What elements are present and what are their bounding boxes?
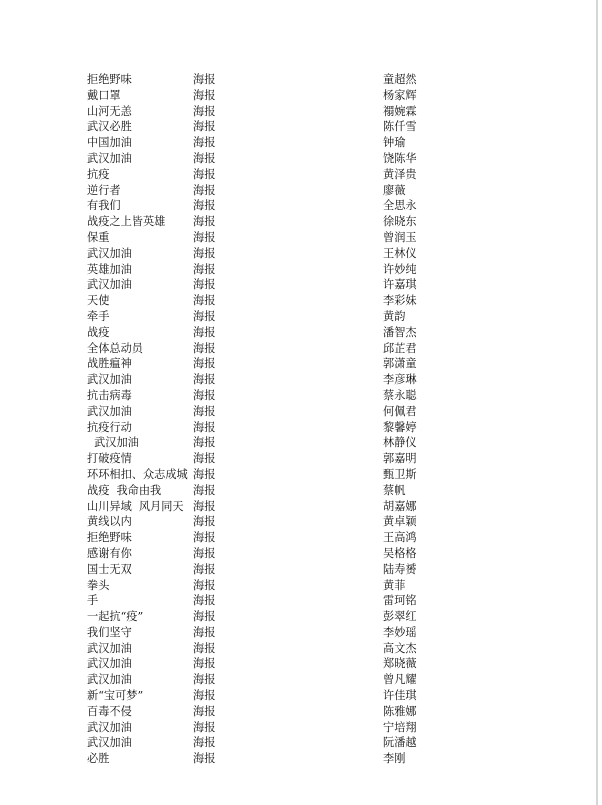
list-item bbox=[87, 530, 427, 546]
entry-type: 海报 bbox=[193, 373, 216, 387]
list-item bbox=[87, 499, 427, 515]
entry-title: 新“宝可梦” bbox=[87, 689, 144, 703]
entry-title: 战疫之上皆英雄 bbox=[87, 215, 166, 229]
entry-title: 一起抗“疫” bbox=[87, 610, 144, 624]
entry-title: 武汉加油 bbox=[87, 673, 132, 687]
entry-type: 海报 bbox=[193, 246, 216, 260]
entry-author: 潘智杰 bbox=[383, 325, 417, 339]
entry-title: 牵手 bbox=[87, 309, 110, 323]
entry-author: 黎馨婷 bbox=[383, 420, 417, 434]
list-item bbox=[87, 325, 427, 341]
entry-title: 保重 bbox=[87, 230, 110, 244]
entry-author: 黄卓颖 bbox=[383, 515, 417, 529]
list-item bbox=[87, 230, 427, 246]
entry-type: 海报 bbox=[193, 625, 216, 639]
list-item bbox=[87, 562, 427, 578]
entry-author: 曾凡耀 bbox=[383, 673, 417, 687]
entry-author: 曾润玉 bbox=[383, 230, 417, 244]
list-item bbox=[87, 420, 427, 436]
entry-title: 有我们 bbox=[87, 199, 121, 213]
entry-title: 武汉加油 bbox=[87, 436, 139, 450]
entry-type: 海报 bbox=[193, 657, 216, 671]
entry-title: 抗击病毒 bbox=[87, 388, 132, 402]
entry-type: 海报 bbox=[193, 230, 216, 244]
entry-type: 海报 bbox=[193, 452, 216, 466]
list-item bbox=[87, 262, 427, 278]
entry-author: 甄卫斯 bbox=[383, 467, 417, 481]
list-item bbox=[87, 688, 427, 704]
list-item bbox=[87, 641, 427, 657]
entry-type: 海报 bbox=[193, 610, 216, 624]
entry-author: 杨家辉 bbox=[383, 88, 417, 102]
entry-type: 海报 bbox=[193, 136, 216, 150]
entry-author: 黄韵 bbox=[383, 309, 406, 323]
page-edge-divider bbox=[596, 0, 598, 805]
entry-author: 黄泽贵 bbox=[383, 167, 417, 181]
list-item bbox=[87, 183, 427, 199]
list-item bbox=[87, 72, 427, 88]
list-item bbox=[87, 277, 427, 293]
list-item bbox=[87, 198, 427, 214]
entry-type: 海报 bbox=[193, 499, 216, 513]
entry-title: 逆行者 bbox=[87, 183, 121, 197]
entry-type: 海报 bbox=[193, 294, 216, 308]
entry-title: 武汉加油 bbox=[87, 278, 132, 292]
entry-type: 海报 bbox=[193, 167, 216, 181]
entry-author: 王高鸿 bbox=[383, 531, 417, 545]
entry-author: 王林仪 bbox=[383, 246, 417, 260]
entry-type: 海报 bbox=[193, 483, 216, 497]
entry-title: 必胜 bbox=[87, 752, 110, 766]
entry-author: 全思永 bbox=[383, 199, 417, 213]
list-item bbox=[87, 483, 427, 499]
list-item bbox=[87, 372, 427, 388]
entry-type: 海报 bbox=[193, 262, 216, 276]
entry-author: 郭潇童 bbox=[383, 357, 417, 371]
entry-type: 海报 bbox=[193, 467, 216, 481]
entry-title: 抗疫 bbox=[87, 167, 110, 181]
entry-list bbox=[87, 72, 427, 767]
entry-title: 英雄加油 bbox=[87, 262, 132, 276]
entry-title: 全体总动员 bbox=[87, 341, 143, 355]
entry-type: 海报 bbox=[193, 562, 216, 576]
entry-author: 禤婉霖 bbox=[383, 104, 417, 118]
list-item bbox=[87, 246, 427, 262]
entry-type: 海报 bbox=[193, 689, 216, 703]
entry-title: 武汉加油 bbox=[87, 720, 132, 734]
entry-type: 海报 bbox=[193, 215, 216, 229]
entry-title: 拳头 bbox=[87, 578, 110, 592]
list-item bbox=[87, 735, 427, 751]
list-item bbox=[87, 720, 427, 736]
entry-author: 陈仟雪 bbox=[383, 120, 417, 134]
entry-author: 蔡永聪 bbox=[383, 388, 417, 402]
entry-type: 海报 bbox=[193, 720, 216, 734]
entry-title: 山河无恙 bbox=[87, 104, 132, 118]
entry-type: 海报 bbox=[193, 578, 216, 592]
entry-title: 武汉加油 bbox=[87, 404, 132, 418]
entry-title: 手 bbox=[87, 594, 99, 608]
entry-author: 何佩君 bbox=[383, 404, 417, 418]
entry-author: 饶陈华 bbox=[383, 151, 417, 165]
entry-title: 抗疫行动 bbox=[87, 420, 132, 434]
entry-type: 海报 bbox=[193, 736, 216, 750]
entry-author: 阮潘越 bbox=[383, 736, 417, 750]
list-item bbox=[87, 135, 427, 151]
entry-title: 武汉加油 bbox=[87, 736, 132, 750]
entry-type: 海报 bbox=[193, 104, 216, 118]
entry-type: 海报 bbox=[193, 704, 216, 718]
entry-title: 武汉必胜 bbox=[87, 120, 132, 134]
entry-type: 海报 bbox=[193, 325, 216, 339]
entry-type: 海报 bbox=[193, 309, 216, 323]
entry-title: 天使 bbox=[87, 294, 110, 308]
entry-title: 战胜瘟神 bbox=[87, 357, 132, 371]
entry-title: 武汉加油 bbox=[87, 151, 132, 165]
list-item bbox=[87, 625, 427, 641]
entry-author: 胡嘉娜 bbox=[383, 499, 417, 513]
list-item bbox=[87, 104, 427, 120]
entry-author: 廖薇 bbox=[383, 183, 406, 197]
entry-type: 海报 bbox=[193, 120, 216, 134]
entry-author: 雷珂铭 bbox=[383, 594, 417, 608]
entry-author: 陈雅娜 bbox=[383, 704, 417, 718]
entry-title: 中国加油 bbox=[87, 136, 132, 150]
list-item bbox=[87, 435, 427, 451]
list-item bbox=[87, 609, 427, 625]
entry-type: 海报 bbox=[193, 88, 216, 102]
entry-type: 海报 bbox=[193, 341, 216, 355]
entry-type: 海报 bbox=[193, 357, 216, 371]
list-item bbox=[87, 593, 427, 609]
list-item bbox=[87, 388, 427, 404]
entry-author: 许妙纯 bbox=[383, 262, 417, 276]
list-item bbox=[87, 751, 427, 767]
entry-type: 海报 bbox=[193, 531, 216, 545]
entry-type: 海报 bbox=[193, 515, 216, 529]
entry-author: 邱芷君 bbox=[383, 341, 417, 355]
entry-title: 戴口罩 bbox=[87, 88, 121, 102]
entry-type: 海报 bbox=[193, 752, 216, 766]
entry-author: 高文杰 bbox=[383, 641, 417, 655]
list-item bbox=[87, 167, 427, 183]
list-item bbox=[87, 404, 427, 420]
entry-title: 黄线以内 bbox=[87, 515, 132, 529]
entry-title: 国士无双 bbox=[87, 562, 132, 576]
list-item bbox=[87, 309, 427, 325]
list-item bbox=[87, 514, 427, 530]
entry-title: 拒绝野味 bbox=[87, 531, 132, 545]
list-item bbox=[87, 356, 427, 372]
entry-type: 海报 bbox=[193, 673, 216, 687]
entry-title: 山川异域 风月同天 bbox=[87, 499, 184, 513]
entry-author: 彭翠红 bbox=[383, 610, 417, 624]
list-item bbox=[87, 704, 427, 720]
entry-title: 百毒不侵 bbox=[87, 704, 132, 718]
list-item bbox=[87, 119, 427, 135]
entry-title: 武汉加油 bbox=[87, 641, 132, 655]
list-item bbox=[87, 214, 427, 230]
list-item bbox=[87, 672, 427, 688]
entry-title: 拒绝野味 bbox=[87, 73, 132, 86]
entry-title: 武汉加油 bbox=[87, 373, 132, 387]
list-item bbox=[87, 578, 427, 594]
list-item bbox=[87, 451, 427, 467]
entry-title: 感谢有你 bbox=[87, 546, 132, 560]
entry-author: 李刚 bbox=[383, 752, 406, 766]
entry-type: 海报 bbox=[193, 436, 216, 450]
entry-title: 武汉加油 bbox=[87, 246, 132, 260]
entry-author: 李彦琳 bbox=[383, 373, 417, 387]
entry-type: 海报 bbox=[193, 420, 216, 434]
entry-author: 李妙瑶 bbox=[383, 625, 417, 639]
entry-title: 环环相扣、众志成城 bbox=[87, 467, 188, 481]
entry-author: 李彩妹 bbox=[383, 294, 417, 308]
entry-author: 钟瑜 bbox=[383, 136, 406, 150]
entry-author: 陆寿赟 bbox=[383, 562, 417, 576]
list-item bbox=[87, 293, 427, 309]
list-item bbox=[87, 656, 427, 672]
entry-type: 海报 bbox=[193, 183, 216, 197]
entry-author: 郭嘉明 bbox=[383, 452, 417, 466]
entry-type: 海报 bbox=[193, 151, 216, 165]
entry-type: 海报 bbox=[193, 73, 216, 86]
entry-title: 打破疫情 bbox=[87, 452, 132, 466]
entry-title: 我们坚守 bbox=[87, 625, 132, 639]
list-item bbox=[87, 151, 427, 167]
entry-author: 童超然 bbox=[383, 73, 417, 86]
list-item bbox=[87, 341, 427, 357]
list-item bbox=[87, 546, 427, 562]
entry-author: 蔡帆 bbox=[383, 483, 406, 497]
entry-type: 海报 bbox=[193, 404, 216, 418]
entry-title: 战疫 我命由我 bbox=[87, 483, 162, 497]
entry-author: 林静仪 bbox=[383, 436, 417, 450]
entry-type: 海报 bbox=[193, 641, 216, 655]
entry-author: 许嘉琪 bbox=[383, 278, 417, 292]
entry-title: 武汉加油 bbox=[87, 657, 132, 671]
entry-author: 徐晓东 bbox=[383, 215, 417, 229]
entry-author: 许佳琪 bbox=[383, 689, 417, 703]
entry-type: 海报 bbox=[193, 546, 216, 560]
entry-type: 海报 bbox=[193, 199, 216, 213]
list-item bbox=[87, 88, 427, 104]
entry-author: 郑晓薇 bbox=[383, 657, 417, 671]
entry-author: 宁培翔 bbox=[383, 720, 417, 734]
entry-author: 吴格格 bbox=[383, 546, 417, 560]
entry-title: 战疫 bbox=[87, 325, 110, 339]
entry-type: 海报 bbox=[193, 278, 216, 292]
entry-author: 黄菲 bbox=[383, 578, 406, 592]
entry-type: 海报 bbox=[193, 388, 216, 402]
entry-type: 海报 bbox=[193, 594, 216, 608]
list-item bbox=[87, 467, 427, 483]
